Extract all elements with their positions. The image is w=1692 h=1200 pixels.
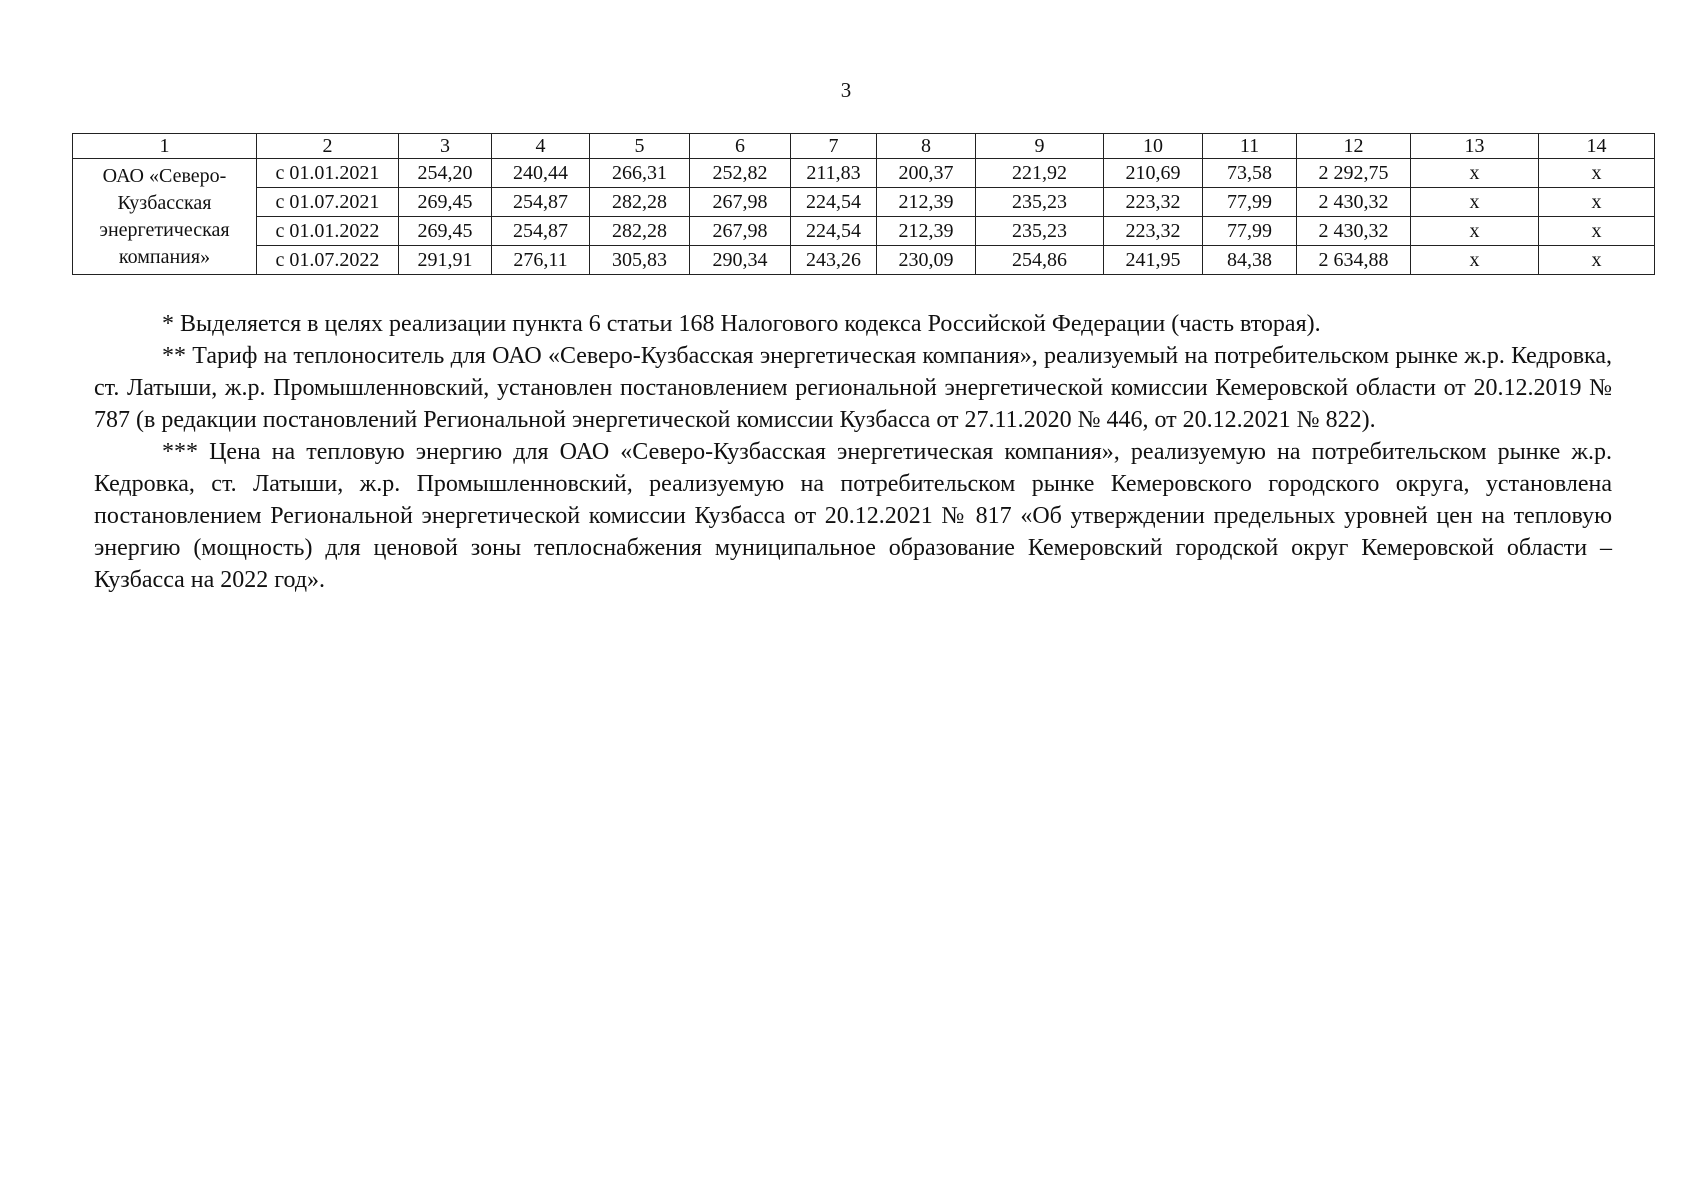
header-cell: 1 [73, 134, 257, 159]
value-cell: 2 430,32 [1297, 188, 1411, 217]
value-cell: 212,39 [877, 188, 976, 217]
value-cell: х [1411, 188, 1539, 217]
header-cell: 4 [492, 134, 590, 159]
header-cell: 6 [690, 134, 791, 159]
value-cell: 267,98 [690, 188, 791, 217]
value-cell: х [1411, 159, 1539, 188]
period-cell: с 01.01.2021 [257, 159, 399, 188]
value-cell: 77,99 [1203, 188, 1297, 217]
value-cell: 210,69 [1104, 159, 1203, 188]
header-cell: 9 [976, 134, 1104, 159]
value-cell: 240,44 [492, 159, 590, 188]
page-number: 3 [840, 78, 852, 102]
header-cell: 5 [590, 134, 690, 159]
value-cell: 2 634,88 [1297, 246, 1411, 275]
value-cell: 241,95 [1104, 246, 1203, 275]
footnote-coolant-tariff: ** Тариф на теплоноситель для ОАО «Северо-Кузбасская энергетическая компания», реализуемый на потребительском рынке ж.р. Кедровка, ст. Латыши, ж.р. Промышленновский, установлен постановлением региональной энергетической комиссии Кемеровской области от 20.12.2019 № 787 (в редакции постановлений Региональной энергетической комиссии Кузбасса от 27.11.2020 № 446, от 20.12.2021 № 822). [94, 343, 1612, 433]
value-cell: 2 292,75 [1297, 159, 1411, 188]
value-cell: х [1539, 246, 1655, 275]
value-cell: 282,28 [590, 217, 690, 246]
value-cell: х [1539, 159, 1655, 188]
header-cell: 3 [399, 134, 492, 159]
value-cell: 235,23 [976, 188, 1104, 217]
value-cell: 254,20 [399, 159, 492, 188]
header-cell: 7 [791, 134, 877, 159]
value-cell: 221,92 [976, 159, 1104, 188]
value-cell: 254,87 [492, 188, 590, 217]
header-cell: 11 [1203, 134, 1297, 159]
value-cell: 223,32 [1104, 217, 1203, 246]
header-cell: 8 [877, 134, 976, 159]
value-cell: 224,54 [791, 217, 877, 246]
value-cell: 2 430,32 [1297, 217, 1411, 246]
value-cell: х [1539, 188, 1655, 217]
period-cell: с 01.07.2021 [257, 188, 399, 217]
value-cell: 84,38 [1203, 246, 1297, 275]
header-cell: 2 [257, 134, 399, 159]
header-cell: 13 [1411, 134, 1539, 159]
table-row [73, 246, 1655, 275]
header-cell: 10 [1104, 134, 1203, 159]
value-cell: 254,87 [492, 217, 590, 246]
value-cell: 282,28 [590, 188, 690, 217]
value-cell: 276,11 [492, 246, 590, 275]
value-cell: 73,58 [1203, 159, 1297, 188]
table-row [73, 159, 1655, 188]
value-cell: 224,54 [791, 188, 877, 217]
value-cell: 235,23 [976, 217, 1104, 246]
value-cell: х [1411, 217, 1539, 246]
value-cell: 266,31 [590, 159, 690, 188]
footnotes [94, 308, 1612, 596]
footnote-heat-price: *** Цена на тепловую энергию для ОАО «Северо-Кузбасская энергетическая компания», реализуемую на потребительском рынке ж.р. Кедровка, ст. Латыши, ж.р. Промышленновский, реализуемую на потребительском рынке Кемеровского городского округа, установлена постановлением Региональной энергетической комиссии Кузбасса от 20.12.2021 № 817 «Об утверждении предельных уровней цен на тепловую энергию (мощность) для ценовой зоны теплоснабжения муниципальное образование Кемеровский городской округ Кемеровской области – Кузбасса на 2022 год». [94, 439, 1612, 593]
value-cell: 211,83 [791, 159, 877, 188]
table-header-row [73, 134, 1655, 159]
value-cell: х [1539, 217, 1655, 246]
tariff-table [72, 133, 1655, 275]
header-cell: 14 [1539, 134, 1655, 159]
header-cell: 12 [1297, 134, 1411, 159]
value-cell: 252,82 [690, 159, 791, 188]
table-row [73, 217, 1655, 246]
value-cell: 77,99 [1203, 217, 1297, 246]
period-cell: с 01.01.2022 [257, 217, 399, 246]
value-cell: 291,91 [399, 246, 492, 275]
value-cell: 269,45 [399, 217, 492, 246]
value-cell: 223,32 [1104, 188, 1203, 217]
value-cell: 243,26 [791, 246, 877, 275]
organization-cell: ОАО «Северо-Кузбасская энергетическая компания» [73, 159, 257, 275]
value-cell: 267,98 [690, 217, 791, 246]
value-cell: х [1411, 246, 1539, 275]
value-cell: 305,83 [590, 246, 690, 275]
value-cell: 290,34 [690, 246, 791, 275]
value-cell: 254,86 [976, 246, 1104, 275]
value-cell: 212,39 [877, 217, 976, 246]
value-cell: 269,45 [399, 188, 492, 217]
table-row [73, 188, 1655, 217]
value-cell: 200,37 [877, 159, 976, 188]
value-cell: 230,09 [877, 246, 976, 275]
footnote-vat: * Выделяется в целях реализации пункта 6 статьи 168 Налогового кодекса Российской Федерации (часть вторая). [162, 311, 1321, 337]
period-cell: с 01.07.2022 [257, 246, 399, 275]
